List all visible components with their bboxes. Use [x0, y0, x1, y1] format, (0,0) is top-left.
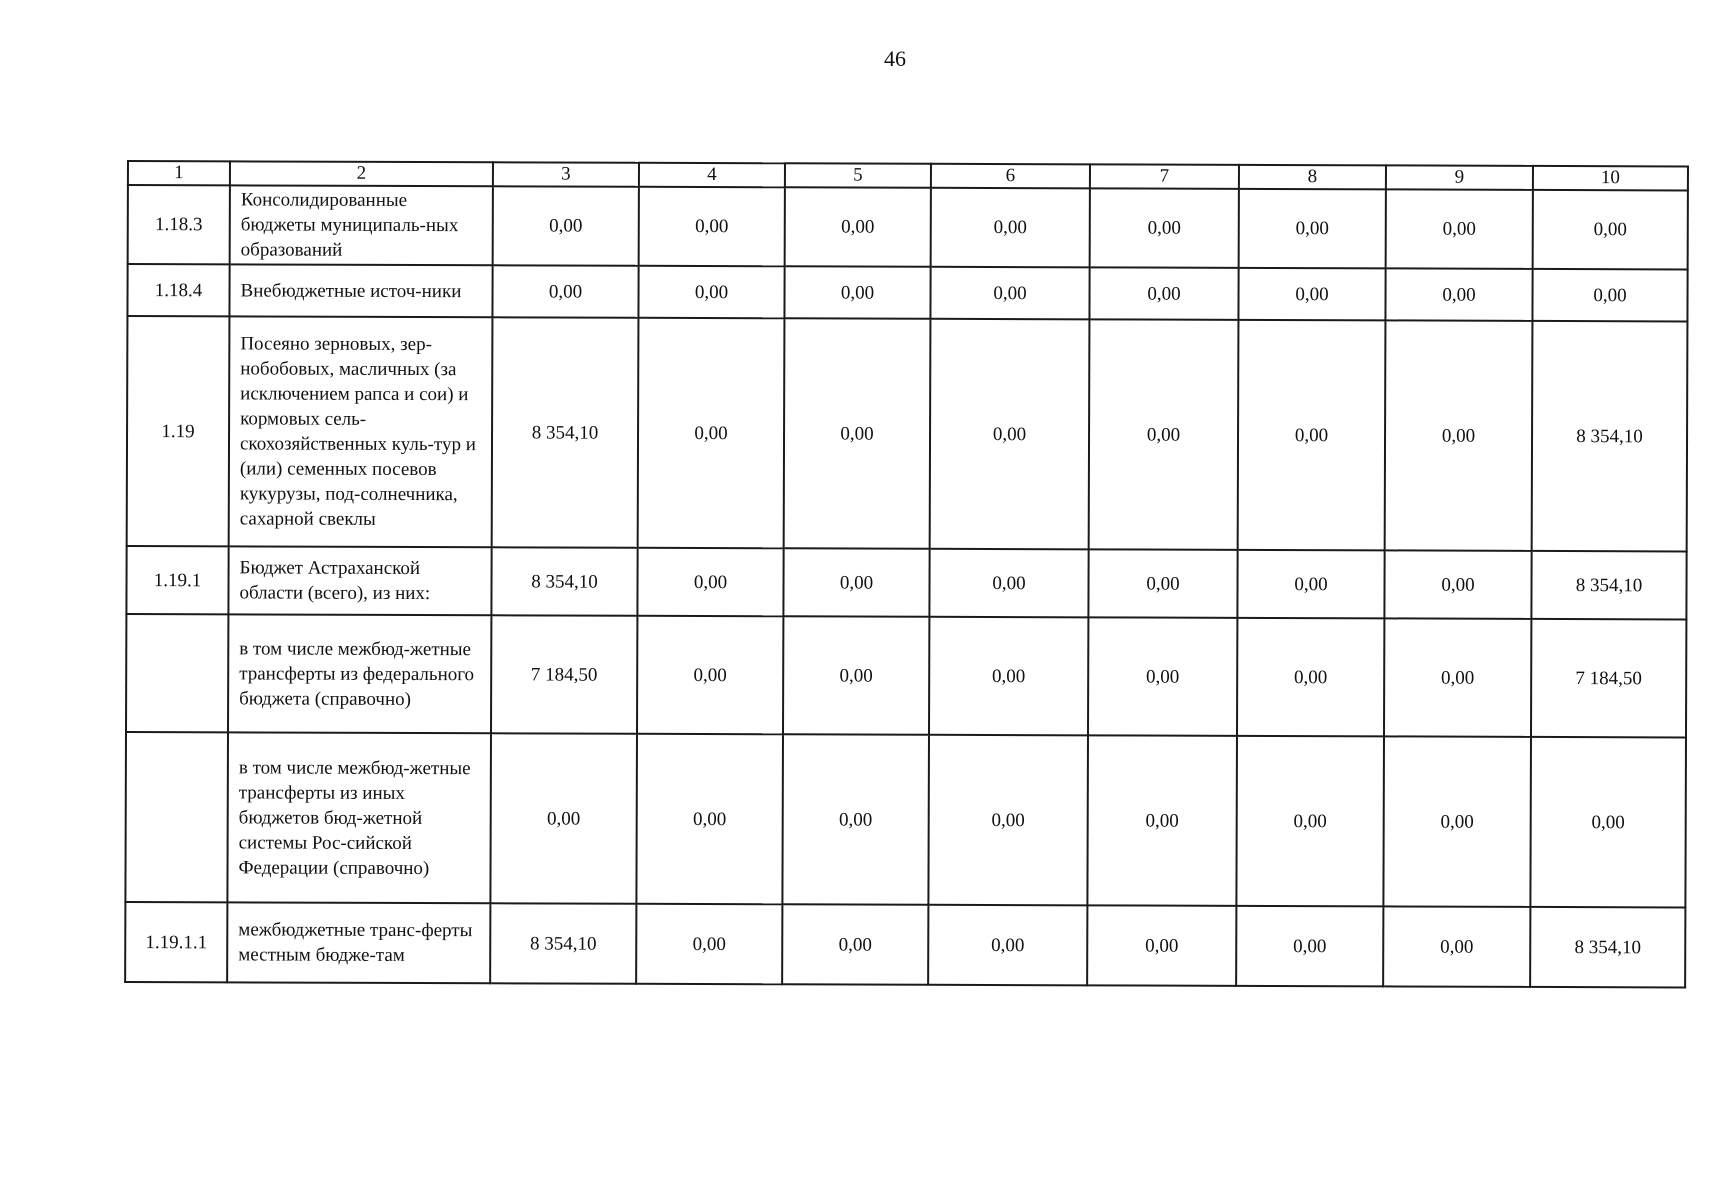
column-header: 8 — [1239, 165, 1386, 190]
value-cell: 8 354,10 — [491, 547, 637, 616]
value-cell: 0,00 — [1383, 736, 1531, 907]
value-cell: 0,00 — [928, 735, 1088, 906]
row-code: 1.18.3 — [128, 185, 230, 264]
value-cell: 0,00 — [784, 266, 930, 319]
column-header: 4 — [639, 163, 785, 188]
value-cell: 0,00 — [1533, 190, 1688, 270]
value-cell: 0,00 — [1087, 905, 1236, 986]
value-cell: 7 184,50 — [491, 615, 637, 734]
value-cell: 0,00 — [1236, 736, 1384, 907]
value-cell: 0,00 — [785, 187, 931, 267]
value-cell: 0,00 — [930, 267, 1089, 320]
column-header: 2 — [230, 161, 493, 186]
table-row — [125, 902, 1685, 987]
value-cell: 8 354,10 — [1530, 907, 1685, 988]
value-cell: 0,00 — [1087, 735, 1237, 906]
row-name: Консолидированные бюджеты муниципаль-ных образований — [230, 185, 493, 265]
row-code: 1.19.1 — [126, 546, 228, 614]
value-cell: 0,00 — [638, 318, 785, 549]
value-cell: 0,00 — [1239, 189, 1386, 269]
column-header: 9 — [1386, 165, 1533, 190]
value-cell: 0,00 — [1088, 617, 1237, 736]
value-cell: 0,00 — [1089, 267, 1238, 320]
value-cell: 0,00 — [1383, 906, 1530, 987]
value-cell: 0,00 — [1532, 269, 1687, 322]
row-name: в том числе межбюд-жетные трансферты из иных бюджетов бюд-жетной системы Рос-сийской Федерации (справочно) — [227, 732, 491, 903]
value-cell: 0,00 — [1238, 268, 1385, 321]
value-cell: 0,00 — [639, 187, 785, 267]
value-cell: 0,00 — [931, 188, 1090, 268]
value-cell: 0,00 — [783, 616, 929, 735]
value-cell: 8 354,10 — [490, 903, 636, 984]
table-row — [125, 732, 1686, 907]
value-cell: 0,00 — [1530, 737, 1686, 908]
row-code: 1.19 — [127, 316, 230, 546]
value-cell: 0,00 — [784, 318, 931, 549]
row-code: 1.19.1.1 — [125, 902, 227, 982]
value-cell: 8 354,10 — [492, 317, 639, 548]
table-row — [128, 185, 1688, 269]
value-cell: 8 354,10 — [1531, 551, 1686, 620]
value-cell: 0,00 — [638, 266, 784, 319]
value-cell: 0,00 — [929, 549, 1088, 618]
value-cell: 0,00 — [1236, 906, 1383, 987]
row-code: 1.18.4 — [127, 264, 229, 316]
value-cell: 0,00 — [1237, 618, 1384, 737]
row-name: Внебюджетные источ-ники — [229, 264, 492, 317]
column-header: 1 — [128, 161, 230, 185]
value-cell: 0,00 — [783, 548, 929, 617]
column-header: 7 — [1090, 164, 1239, 189]
row-name: Посеяно зерновых, зер-нобобовых, масличных (за исключением рапса и сои) и кормовых сель-скохозяйственных куль-тур и (или) семенных посевов кукурузы, под-солнечника, сахарной свеклы — [229, 316, 493, 547]
value-cell: 0,00 — [1090, 188, 1239, 268]
value-cell: 0,00 — [929, 617, 1088, 736]
budget-table — [124, 160, 1689, 988]
value-cell: 0,00 — [930, 319, 1090, 550]
value-cell: 0,00 — [492, 265, 638, 318]
column-header: 6 — [931, 164, 1090, 189]
value-cell: 0,00 — [782, 904, 928, 985]
value-cell: 0,00 — [1385, 268, 1532, 321]
value-cell: 0,00 — [1386, 189, 1533, 269]
row-code — [125, 732, 228, 902]
value-cell: 0,00 — [490, 733, 637, 904]
row-name: Бюджет Астраханской области (всего), из них: — [228, 546, 491, 615]
value-cell: 0,00 — [1384, 550, 1531, 619]
value-cell: 0,00 — [637, 548, 783, 617]
table-row — [126, 614, 1686, 737]
value-cell: 0,00 — [636, 904, 782, 985]
value-cell: 0,00 — [1088, 549, 1237, 618]
column-header: 5 — [785, 163, 931, 188]
row-name: межбюджетные транс-ферты местным бюдже-там — [227, 902, 490, 983]
value-cell: 0,00 — [637, 616, 783, 735]
value-cell: 0,00 — [1237, 550, 1384, 619]
value-cell: 0,00 — [1384, 618, 1531, 737]
value-cell: 8 354,10 — [1532, 321, 1688, 552]
value-cell: 7 184,50 — [1531, 619, 1686, 738]
value-cell: 0,00 — [636, 734, 783, 905]
row-name: в том числе межбюд-жетные трансферты из федерального бюджета (справочно) — [228, 614, 491, 733]
value-cell: 0,00 — [1089, 319, 1239, 550]
table-row — [127, 316, 1688, 551]
table-row — [126, 546, 1686, 619]
table-row — [127, 264, 1687, 321]
value-cell: 0,00 — [1238, 320, 1386, 551]
value-cell: 0,00 — [493, 186, 639, 266]
column-header: 3 — [493, 162, 639, 187]
value-cell: 0,00 — [928, 905, 1087, 986]
column-header: 10 — [1533, 166, 1688, 191]
value-cell: 0,00 — [782, 734, 929, 905]
page-number: 46 — [884, 46, 906, 71]
row-code — [126, 614, 228, 732]
value-cell: 0,00 — [1385, 320, 1533, 551]
